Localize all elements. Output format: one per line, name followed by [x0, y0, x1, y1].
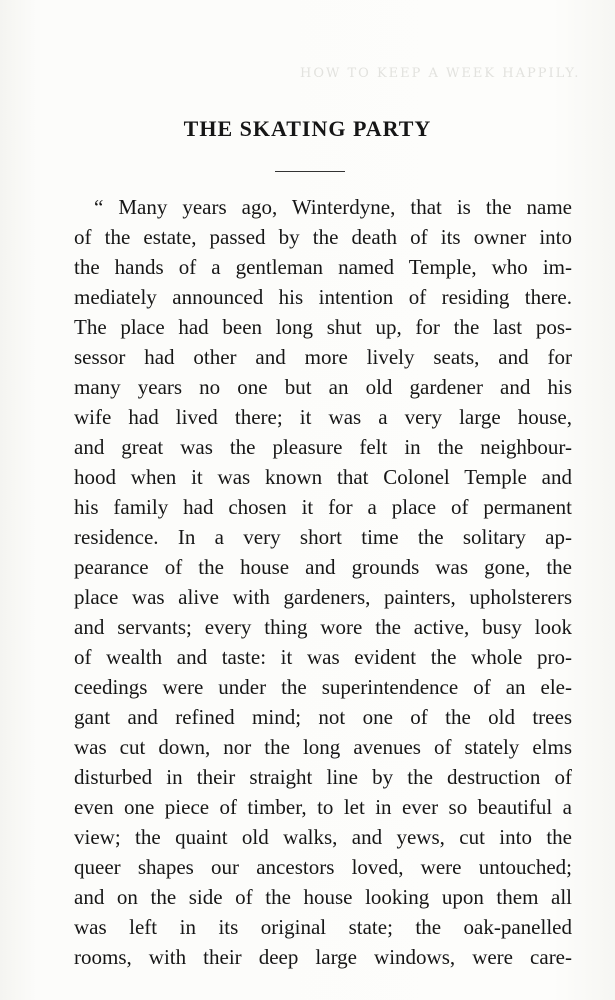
text-line: many years no one but an old gardener and his	[74, 375, 572, 399]
text-line: and servants; every thing wore the active, busy look	[74, 615, 572, 639]
title-rule	[275, 171, 345, 172]
text-line: ceedings were under the superintendence of an ele-	[74, 675, 572, 699]
text-line: The place had been long shut up, for the last pos-	[74, 315, 572, 339]
chapter-title: THE SKATING PARTY	[183, 116, 432, 141]
text-line: queer shapes our ancestors loved, were untouched;	[74, 855, 572, 879]
text-line: disturbed in their straight line by the destruction of	[74, 765, 572, 789]
text-line: mediately announced his intention of residing there.	[74, 285, 572, 309]
text-line: of wealth and taste: it was evident the whole pro-	[74, 645, 572, 669]
text-line: “ Many years ago, Winterdyne, that is the name	[94, 195, 572, 219]
text-line: sessor had other and more lively seats, and for	[74, 345, 572, 369]
bleed-through-running-head: HOW TO KEEP A WEEK HAPPILY.	[300, 66, 581, 81]
text-line: gant and refined mind; not one of the old trees	[74, 705, 572, 729]
body-text	[74, 192, 572, 972]
text-line: place was alive with gardeners, painters, upholsterers	[74, 585, 572, 609]
text-line: residence. In a very short time the solitary ap-	[74, 525, 572, 549]
text-line: wife had lived there; it was a very large house,	[74, 405, 572, 429]
text-line: his family had chosen it for a place of permanent	[74, 495, 572, 519]
text-line: of the estate, passed by the death of its owner into	[74, 225, 572, 249]
text-line: and on the side of the house looking upon them all	[74, 885, 572, 909]
text-line: the hands of a gentleman named Temple, who im-	[74, 255, 572, 279]
text-line: even one piece of timber, to let in ever so beautiful a	[74, 795, 572, 819]
text-line: rooms, with their deep large windows, were care-	[74, 945, 572, 969]
text-line: was cut down, nor the long avenues of stately elms	[74, 735, 572, 759]
text-line: view; the quaint old walks, and yews, cut into the	[74, 825, 572, 849]
text-line: hood when it was known that Colonel Temple and	[74, 465, 572, 489]
text-line: was left in its original state; the oak-panelled	[74, 915, 572, 939]
text-line: pearance of the house and grounds was gone, the	[74, 555, 572, 579]
text-line: and great was the pleasure felt in the neighbour-	[74, 435, 572, 459]
